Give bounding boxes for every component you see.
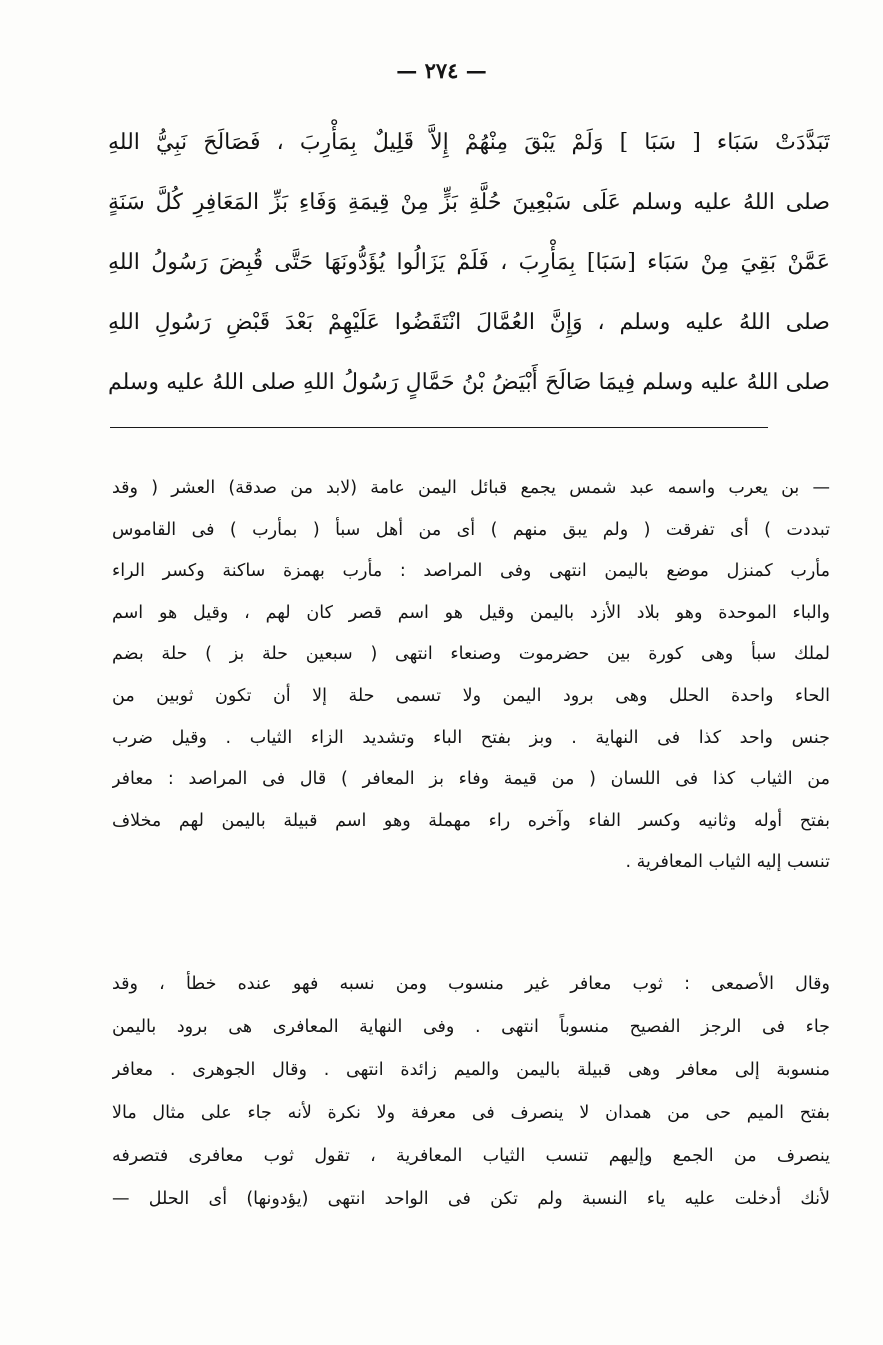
commentary-line: من الثياب كذا فى اللسان ( من قيمة وفاء بز المعافر ) قال فى المراصد : معافر [112,769,830,790]
commentary-line: مأرب كمنزل موضع باليمن انتهى وفى المراصد : مأرب بهمزة ساكنة وكسر الراء [112,561,830,582]
main-text-line: تَبَدَّدَتْ سَبَاء [ سَبَا ] وَلَمْ يَبْقَ مِنْهُمْ إِلاَّ قَلِيلٌ بِمَأْرِبَ ، فَصَالَحَ نَبِيُّ اللهِ [108,130,830,155]
commentary-line: تبددت ) أى تفرقت ( ولم يبق منهم ) أى من أهل سبأ ( بمأرب ) فى القاموس [112,519,830,540]
commentary-paragraph-1 [112,468,830,884]
commentary-line: وقال الأصمعى : ثوب معافر غير منسوب ومن نسبه فهو عنده خطأ ، وقد [112,974,830,994]
main-text-line: عَمَّنْ بَقِيَ مِنْ سَبَاء [سَبَا] بِمَأْرِبَ ، فَلَمْ يَزَالُوا يُؤَدُّونَهَا حَتَّى قُبِضَ رَسُولُ اللهِ [108,250,830,275]
commentary-line: جاء فى الرجز الفصيح منسوباً انتهى . وفى النهاية المعافرى هى برود باليمن [112,1017,830,1037]
commentary-line: تنسب إليه الثياب المعافرية . [625,852,830,873]
commentary-line: لملك سبأ وهى كورة بين حضرموت وصنعاء انتهى ( سبعين حلة بز ) حلة بضم [112,644,830,665]
commentary-line: الحاء واحدة الحلل وهى برود اليمن ولا تسمى حلة إلا أن تكون ثوبين من [112,685,830,706]
section-divider [110,427,768,428]
commentary-line: منسوبة إلى معافر وهى قبيلة باليمن والميم زائدة انتهى . وقال الجوهرى . معافر [112,1060,830,1080]
commentary-line: والباء الموحدة وهو بلاد الأزد باليمن وقيل هو اسم قصر كان لهم ، وقيل هو اسم [112,602,830,623]
main-text-line: صلى اللهُ عليه وسلم فِيمَا صَالَحَ أَبْيَضُ بْنُ حَمَّالٍ رَسُولُ اللهِ صلى اللهُ عليه وسلم [108,370,830,395]
main-text-line: صلى اللهُ عليه وسلم عَلَى سَبْعِينَ حُلَّةِ بَزٍّ مِنْ قِيمَةِ وَفَاءِ بَزِّ المَعَافِرِ كُلَّ سَنَةٍ [108,190,830,215]
commentary-line: ينصرف من الجمع وإليهم تنسب الثياب المعافرية ، تقول ثوب معافرى فتصرفه [112,1146,830,1166]
commentary-paragraph-2 [112,963,830,1221]
commentary-line: جنس واحد كذا فى النهاية . وبز بفتح الباء وتشديد الزاء الثياب . وقيل ضرب [112,727,830,748]
page-number: — ٢٧٤ — [396,58,487,83]
main-text-block [108,113,830,413]
commentary-line: بفتح أوله وثانيه وكسر الفاء وآخره راء مهملة وهو اسم قبيلة باليمن لهم مخلاف [112,810,830,831]
commentary-line: — بن يعرب واسمه عبد شمس يجمع قبائل اليمن عامة (لابد من صدقة) العشر ( وقد [112,478,830,498]
commentary-line: بفتح الميم حى من همدان لا ينصرف فى معرفة ولا نكرة لأنه جاء على مثال مالا [112,1103,830,1123]
main-text-line: صلى اللهُ عليه وسلم ، وَإِنَّ العُمَّالَ انْتَقَضُوا عَلَيْهِمْ بَعْدَ قَبْضِ رَسُولِ اللهِ [108,310,830,335]
commentary-line: لأنك أدخلت عليه ياء النسبة ولم تكن فى الواحد انتهى (يؤدونها) أى الحلل — [112,1189,830,1209]
